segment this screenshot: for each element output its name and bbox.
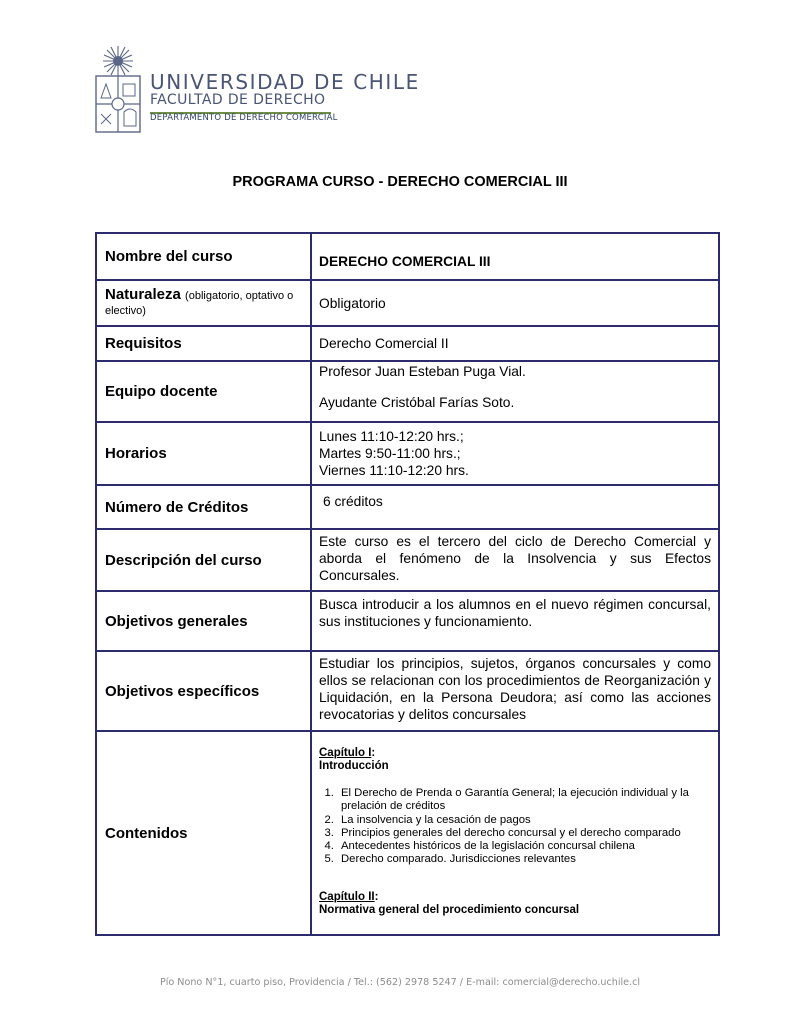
chapter-1-title: Capítulo I [319,747,372,759]
specific-objectives-label: Objetivos específicos [96,651,311,731]
list-item: 5. Derecho comparado. Jurisdicciones relevantes [337,853,711,866]
footer-contact: Pío Nono N°1, cuarto piso, Providencia / Tel.: (562) 2978 5247 / E-mail: comercial@derecho.uchile.cl [159,977,641,988]
table-row [96,422,719,485]
credits-value: 6 créditos [311,485,719,529]
description-label: Descripción del curso [96,529,311,591]
table-row [96,529,719,591]
course-info-table [95,232,720,936]
team-label: Equipo docente [96,361,311,422]
department-name: DEPARTAMENTO DE DERECHO COMERCIAL [150,113,338,123]
chapter-1-heading: Capítulo I: [319,747,376,759]
schedule-line: Viernes 11:10-12:20 hrs. [319,463,469,478]
nature-value: Obligatorio [311,280,719,326]
list-item: 2. La insolvencia y la cesación de pagos [337,814,711,827]
description-value: Este curso es el tercero del ciclo de Derecho Comercial y aborda el fenómeno de la Insolvencia y sus Efectos Concursales. [311,529,719,591]
chapter-2-subtitle: Normativa general del procedimiento concursal [319,903,580,916]
schedule-line: Lunes 11:10-12:20 hrs.; [319,429,464,444]
schedule-value [311,422,719,485]
list-item: 1. El Derecho de Prenda o Garantía General; la ejecución individual y la prelación de créditos [337,787,711,814]
chapter-2-title: Capítulo II [319,890,375,903]
team-assistant: Ayudante Cristóbal Farías Soto. [319,395,515,410]
contents-value [311,731,719,935]
course-name-label: Nombre del curso [96,233,311,280]
university-name: UNIVERSIDAD DE CHILE [150,70,420,94]
general-objectives-label: Objetivos generales [96,591,311,651]
requirements-label: Requisitos [96,326,311,361]
table-row [96,591,719,651]
chapter-1-subtitle: Introducción [319,760,389,772]
list-item: 4. Antecedentes históricos de la legislación concursal chilena [337,840,711,853]
general-objectives-value: Busca introducir a los alumnos en el nuevo régimen concursal, sus instituciones y funcionamiento. [311,591,719,651]
table-row [96,361,719,422]
university-seal-icon [92,40,144,136]
list-item: 3. Principios generales del derecho concursal y el derecho comparado [337,827,711,840]
table-row [96,233,719,280]
contents-label: Contenidos [96,731,311,935]
requirements-value: Derecho Comercial II [311,326,719,361]
team-professor: Profesor Juan Esteban Puga Vial. [319,364,526,379]
faculty-name: FACULTAD DE DERECHO [150,92,326,108]
table-row [96,326,719,361]
course-name-value: DERECHO COMERCIAL III [311,233,719,280]
team-value [311,361,719,422]
chapter-1-list [319,787,711,867]
page-title: PROGRAMA CURSO - DERECHO COMERCIAL III [232,174,568,190]
schedule-label: Horarios [96,422,311,485]
table-row [96,731,719,935]
nature-note: (obligatorio, optativo o electivo) [105,290,294,317]
nature-label-text: Naturaleza [105,286,181,303]
table-row [96,485,719,529]
specific-objectives-value: Estudiar los principios, sujetos, órganos concursales y como ellos se relacionan con los procedimientos de Reorganización y Liquidación, en la Persona Deudora; así como las acciones revocatorias y delitos concursales [311,651,719,731]
table-row [96,280,719,326]
table-row [96,651,719,731]
credits-label: Número de Créditos [96,485,311,529]
chapter-2-heading: Capítulo II: [319,890,379,903]
nature-label [96,280,311,326]
schedule-line: Martes 9:50-11:00 hrs.; [319,446,461,461]
